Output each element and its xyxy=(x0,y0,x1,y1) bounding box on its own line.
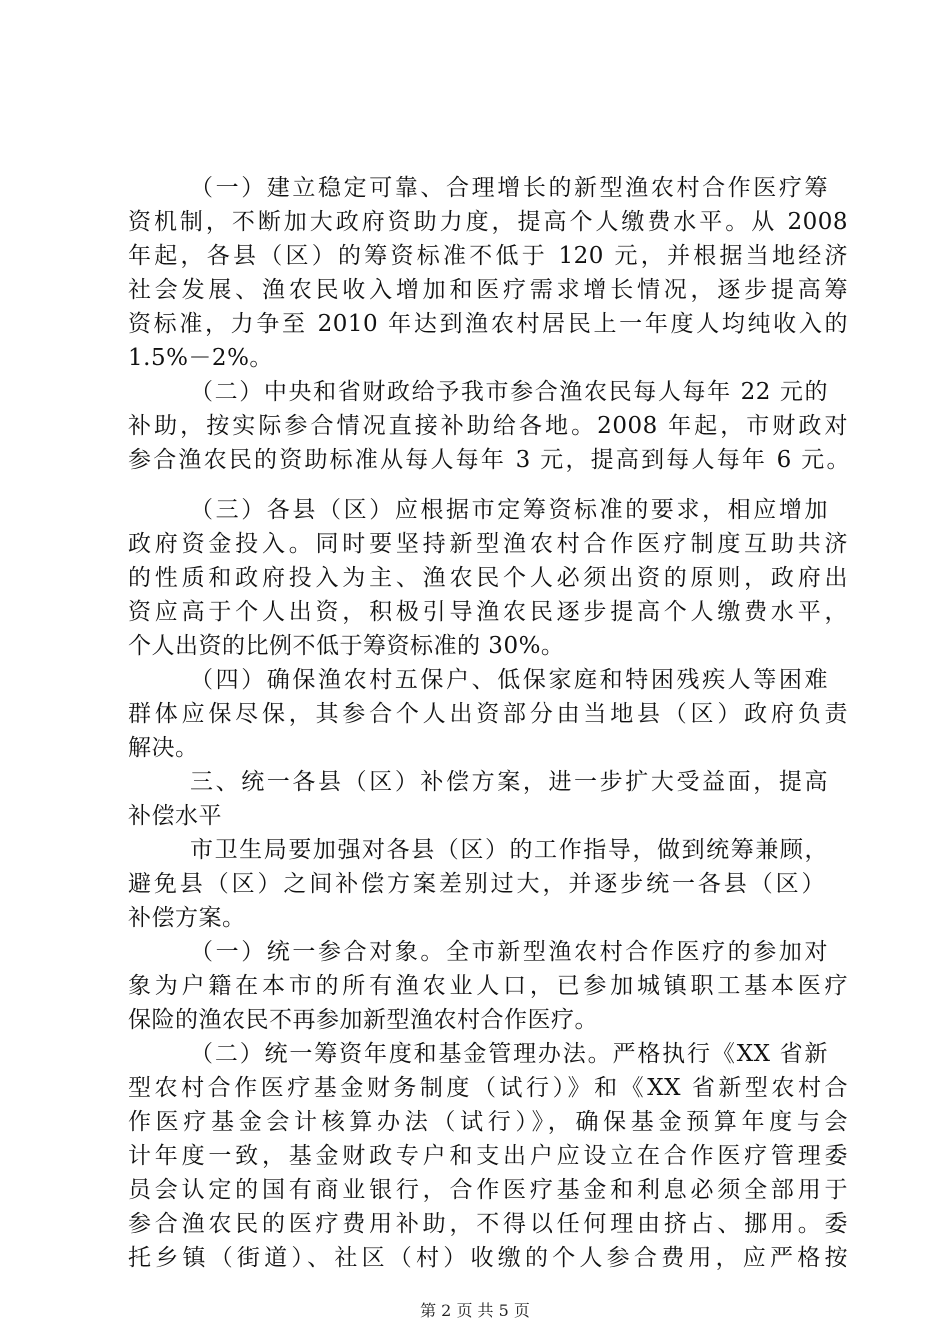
paragraph-line: 政府资金投入。同时要坚持新型渔农村合作医疗制度互助共济 xyxy=(128,531,848,557)
paragraph-line: 托乡镇（街道）、社区（村）收缴的个人参合费用，应严格按 xyxy=(128,1245,848,1271)
paragraph-line: 避免县（区）之间补偿方案差别过大，并逐步统一各县（区） xyxy=(128,871,825,897)
paragraph-line: 社会发展、渔农民收入增加和医疗需求增长情况，逐步提高筹 xyxy=(128,277,848,303)
paragraph-line: （一）统一参合对象。全市新型渔农村合作医疗的参加对 xyxy=(190,939,828,965)
paragraph-line: 个人出资的比例不低于筹资标准的 30%。 xyxy=(128,633,565,659)
paragraph-line: 1.5%－2%。 xyxy=(128,345,273,371)
paragraph-line: 型农村合作医疗基金财务制度（试行）》和《XX 省新型农村合 xyxy=(128,1075,848,1101)
paragraph-line: 补助，按实际参合情况直接补助给各地。2008 年起，市财政对 xyxy=(128,413,848,439)
paragraph-line: 群体应保尽保，其参合个人出资部分由当地县（区）政府负责 xyxy=(128,701,848,727)
paragraph-line: （二）统一筹资年度和基金管理办法。严格执行《XX 省新 xyxy=(190,1041,828,1067)
paragraph-line: 资标准，力争至 2010 年达到渔农村居民上一年度人均纯收入的 xyxy=(128,311,848,337)
paragraph-line: 员会认定的国有商业银行，合作医疗基金和利息必须全部用于 xyxy=(128,1177,848,1203)
section-heading-line: 补偿水平 xyxy=(128,803,222,829)
paragraph-line: （一）建立稳定可靠、合理增长的新型渔农村合作医疗筹 xyxy=(190,175,828,201)
paragraph-line: 象为户籍在本市的所有渔农业人口，已参加城镇职工基本医疗 xyxy=(128,973,848,999)
paragraph-line: 参合渔农民的资助标准从每人每年 3 元，提高到每人每年 6 元。 xyxy=(128,447,850,473)
paragraph-line: 年起，各县（区）的筹资标准不低于 120 元，并根据当地经济 xyxy=(128,243,848,269)
paragraph-line: 资应高于个人出资，积极引导渔农民逐步提高个人缴费水平， xyxy=(128,599,848,625)
paragraph-line: 保险的渔农民不再参加新型渔农村合作医疗。 xyxy=(128,1007,598,1033)
section-heading-line: 三、统一各县（区）补偿方案，进一步扩大受益面，提高 xyxy=(190,769,828,795)
paragraph-line: 计年度一致，基金财政专户和支出户应设立在合作医疗管理委 xyxy=(128,1143,848,1169)
paragraph-line: 市卫生局要加强对各县（区）的工作指导，做到统筹兼顾， xyxy=(190,837,828,863)
page-number-footer: 第 2 页 共 5 页 xyxy=(420,1301,530,1320)
paragraph-line: 补偿方案。 xyxy=(128,905,246,931)
paragraph-line: （二）中央和省财政给予我市参合渔农民每人每年 22 元的 xyxy=(190,379,828,405)
paragraph-line: 参合渔农民的医疗费用补助，不得以任何理由挤占、挪用。委 xyxy=(128,1211,848,1237)
paragraph-line: （三）各县（区）应根据市定筹资标准的要求，相应增加 xyxy=(190,497,828,523)
paragraph-line: 的性质和政府投入为主、渔农民个人必须出资的原则，政府出 xyxy=(128,565,848,591)
paragraph-line: 解决。 xyxy=(128,735,199,761)
paragraph-line: （四）确保渔农村五保户、低保家庭和特困残疾人等困难 xyxy=(190,667,828,693)
paragraph-line: 作医疗基金会计核算办法（试行）》，确保基金预算年度与会 xyxy=(128,1109,848,1135)
paragraph-line: 资机制，不断加大政府资助力度，提高个人缴费水平。从 2008 xyxy=(128,209,848,235)
